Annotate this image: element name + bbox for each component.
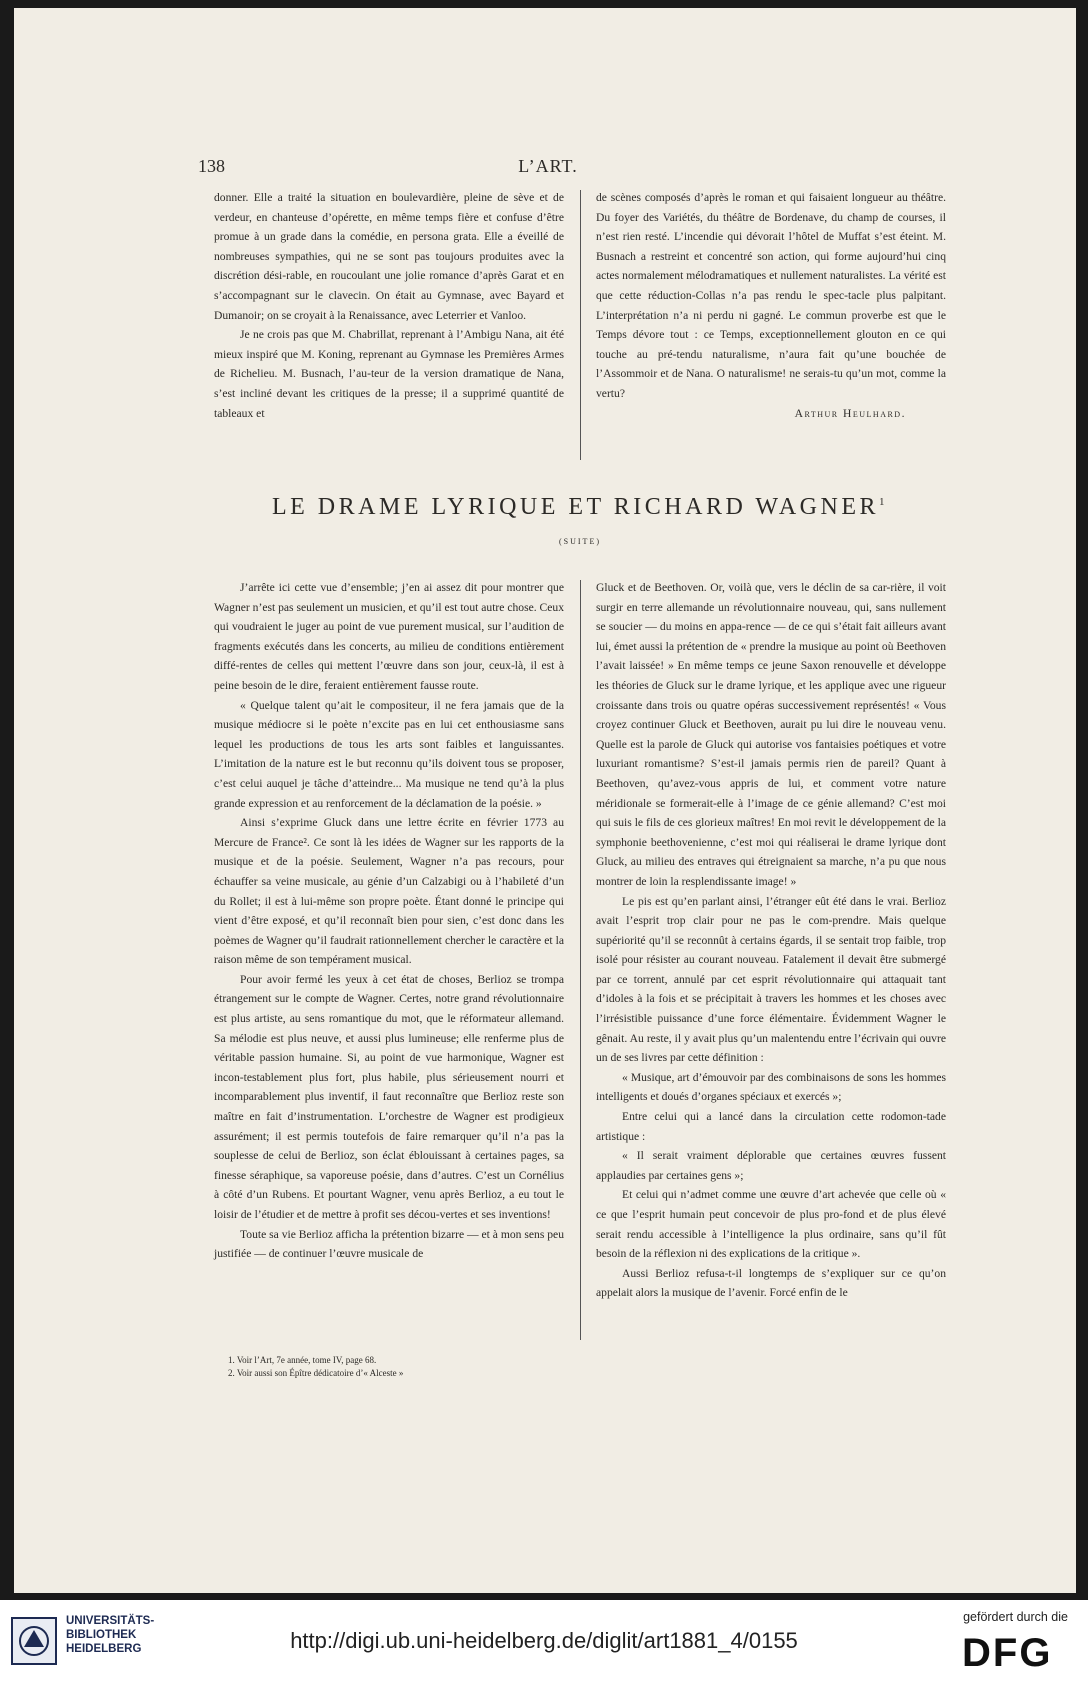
page-number: 138 bbox=[198, 156, 225, 176]
main-right-column bbox=[596, 578, 946, 1303]
paragraph: Toute sa vie Berlioz afficha la prétention bizarre — et à mon sens peu justifiée — de continuer l’œuvre musicale de bbox=[214, 1227, 564, 1261]
main-left-column bbox=[214, 578, 564, 1264]
viewer-footer bbox=[0, 1600, 1088, 1684]
footnote: 2. Voir aussi son Épître dédicatoire d’« Alceste » bbox=[228, 1368, 404, 1378]
library-name-line: HEIDELBERG bbox=[66, 1643, 142, 1655]
author-signature: Arthur Heulhard. bbox=[794, 406, 906, 420]
article-subtitle: (SUITE) bbox=[559, 537, 601, 546]
paragraph: Le pis est qu’en parlant ainsi, l’étranger eût été dans le vrai. Berlioz avait l’esprit trop clair pour ne pas le com-prendre. Mais quelque supériorité qu’il se reconnût à certains égards, il se sentait trop faible, trop isolé pour résister au courant nouveau. Fatalement il devait être submergé par ce torrent, annulé par cet esprit révolutionnaire qui attaquait tant d’idoles à la fois et se précipitait à travers les hommes et les choses avec l’irrésistible puissance d’une force élémentaire. Évidemment Wagner le gênait. Au reste, il y avait plus qu’un malentendu entre l’écrivain qui ouvre un de ses livres par cette définition : bbox=[596, 894, 946, 1065]
funding-label: gefördert durch die bbox=[963, 1610, 1068, 1624]
paragraph: Je ne crois pas que M. Chabrillat, reprenant à l’Ambigu Nana, ait été mieux inspiré que M. Koning, reprenant au Gymnase les Premières Armes de Richelieu. M. Busnach, l’au-teur de la version dramatique de Nana, s’est incliné devant les critiques de la presse; il a supprimé quantité de tableaux et bbox=[214, 328, 564, 420]
footnote: 1. Voir l’Art, 7e année, tome IV, page 68. bbox=[228, 1355, 377, 1365]
library-name-line: UNIVERSITÄTS- bbox=[66, 1615, 155, 1627]
library-name-line: BIBLIOTHEK bbox=[66, 1629, 137, 1641]
paragraph: Entre celui qui a lancé dans la circulation cette rodomon-tade artistique : bbox=[596, 1110, 946, 1143]
paragraph: Gluck et de Beethoven. Or, voilà que, vers le déclin de sa car-rière, il voit surgir en terre allemande un révolutionnaire nouveau, qui, sans nullement se soucier — du moins en appa-rence — de ce qui s’était fait ailleurs avant lui, émet aussi la prétention de « prendre la musique au point où Beethoven l’avait laissée! » En même temps ce jeune Saxon renouvelle et développe les théories de Gluck sur le drame lyrique, et les applique avec une rigueur croissante dans trois ou quatre opéras successivement représentés! « Vous croyez continuer Gluck et Beethoven, aurait pu lui dire le nouveau venu. Quelle est la parole de Gluck qui autorise vos fantaisies poétiques et votre luxuriant romantisme? S’est-il jamais permis rien de pareil? Quant à Beethoven, qu’avez-vous appris de lui, et comment votre nature méridionale se formerait-elle à l’image de ce génie allemand? C’est moi qui suis le fils de ces glorieux maîtres! En moi revit le développement de la symphonie beethovenienne, c’est moi qui réaliserai le drame lyrique dont Gluck, au milieu des entraves qui étreignaient sa marche, n’a pu que nous montrer de loin la resplendissante image! » bbox=[596, 581, 946, 888]
paragraph: Et celui qui n’admet comme une œuvre d’art achevée que celle où « ce que l’esprit humain peut concevoir de plus pro-fond et de plus élevé serait rendu accessible à l’intelligence la plus ordinaire, sans qu’il fût besoin de la réflexion ni des explications de la critique ». bbox=[596, 1188, 946, 1261]
article-title-text: LE DRAME LYRIQUE ET RICHARD WAGNER bbox=[271, 494, 880, 520]
dfg-logo[interactable] bbox=[962, 1630, 1070, 1670]
column-divider bbox=[580, 580, 581, 1340]
journal-title: L’ART. bbox=[518, 156, 578, 176]
top-left-column bbox=[214, 188, 564, 423]
paragraph: Ainsi s’exprime Gluck dans une lettre écrite en février 1773 au Mercure de France². Ce sont là les idées de Wagner sur les rapports de la musique et de la poésie. Seulement, Wagner n’a pas recours, pour échauffer sa veine musicale, au génie d’un Calzabigi ou à l’habileté d’un du Rollet; il est à lui-même son propre poète. Étant donné le principe qui vient d’être exposé, et qu’il reconnaît bien pour sien, c’est donc dans les poèmes de Wagner qu’il faudrait rationnellement chercher le caractère et la raison même de son tempérament musical. bbox=[214, 816, 564, 967]
running-header bbox=[198, 156, 898, 182]
paragraph: « Musique, art d’émouvoir par des combinaisons de sons les hommes intelligents et doués d’organes spéciaux et exercés »; bbox=[596, 1070, 946, 1104]
article-title bbox=[214, 494, 946, 521]
title-footnote-marker: 1 bbox=[879, 496, 889, 508]
paragraph: Aussi Berlioz refusa-t-il longtemps de s’expliquer sur ce qu’on appelait alors la musique de l’avenir. Forcé enfin de le bbox=[596, 1266, 946, 1300]
paragraph: de scènes composés d’après le roman et qui faisaient longueur au théâtre. Du foyer des Variétés, du théâtre de Bordenave, du champ de courses, il n’est rien resté. L’incendie qui dévorait l’hôtel de Muffat s’est éteint. M. Busnach a restreint et concentré son action, qui forme aujourd’hui cinq actes normalement mélodramatiques et nullement naturalistes. La vérité est que cette réduction-Collas n’a pas rendu le spec-tacle plus palpitant. L’interprétation n’a ni perdu ni gagné. Le commun proverbe est que le Temps dévore tout : ce Temps, exceptionnellement glouton en ce qui touche au pré-tendu naturalisme, n’aura fait qu’une bouchée de l’Assommoir et de Nana. O naturalisme! ne serais-tu qu’un mot, comme la vertu? bbox=[596, 191, 946, 400]
paragraph: Pour avoir fermé les yeux à cet état de choses, Berlioz se trompa étrangement sur le compte de Wagner. Certes, notre grand révolutionnaire est plus artiste, au sens romantique du mot, que le réformateur allemand. Sa mélodie est plus neuve, et aussi plus lumineuse; elle renferme plus de véritable passion humaine. Si, au point de vue harmonique, Wagner est incon-testablement plus fort, plus habile, plus sérieusement nourri et incomparablement plus inventif, il faut reconnaître que Berlioz reste son maître en fait d’instrumentation. L’orchestre de Wagner est prodigieux assurément; il est permis toutefois de faire remarquer qu’il n’a pas la souplesse de celui de Berlioz, son éclat éblouissant à certaines pages, sa finesse séraphique, sa vaporeuse poésie, dans d’autres. C’est un Cornélius à côté d’un Rubens. Et pourtant Wagner, venu après Berlioz, a eu tout le loisir de l’étudier et de mettre à profit ses décou-vertes et ses inventions! bbox=[214, 972, 564, 1221]
column-divider bbox=[580, 190, 581, 460]
paragraph: donner. Elle a traité la situation en boulevardière, pleine de sève et de verdeur, en chanteuse d’opérette, en même temps fière et confuse d’être promue à un grade dans la comédie, en persona grata. Elle a éveillé de nombreuses sympathies, qui ne se sont pas toujours produites avec la discrétion dési-rable, en roucoulant une jolie romance d’après Garat et en s’accompagnant sur le clavecin. On était au Gymnase, avec Bayard et Dumanoir; on se croyait à la Renaissance, avec Leterrier et Vanloo. bbox=[214, 191, 564, 322]
dfg-logo-text: DFG bbox=[962, 1631, 1053, 1670]
paragraph: « Il serait vraiment déplorable que certaines œuvres fussent applaudies par certaines gens »; bbox=[596, 1149, 946, 1182]
source-url-link[interactable]: http://digi.ub.uni-heidelberg.de/diglit/art1881_4/0155 bbox=[290, 1628, 798, 1653]
paragraph: J’arrête ici cette vue d’ensemble; j’en ai assez dit pour montrer que Wagner n’est pas seulement un musicien, et qu’il est tout autre chose. Ceux qui voudraient le juger au point de vue purement musical, sur l’audition de fragments exécutés dans les concerts, au milieu de conditions entièrement diffé-rentes de celles qui mettent l’œuvre dans son jour, ceux-là, il est à peine besoin de le dire, feraient entièrement fausse route. bbox=[214, 581, 565, 692]
paragraph: « Quelque talent qu’ait le compositeur, il ne fera jamais que de la musique médiocre si le poète n’excite pas en lui cet enthousiasme sans lequel les productions de tous les arts sont faibles et languissantes. L’imitation de la nature est le but reconnu qu’ils doivent tous se proposer, c’est celui auquel je tâche d’atteindre... Ma musique ne tend qu’à la plus grande expression et au renforcement de la déclamation de la poésie. » bbox=[214, 698, 564, 810]
top-right-column bbox=[596, 188, 946, 423]
footnotes bbox=[228, 1354, 728, 1380]
